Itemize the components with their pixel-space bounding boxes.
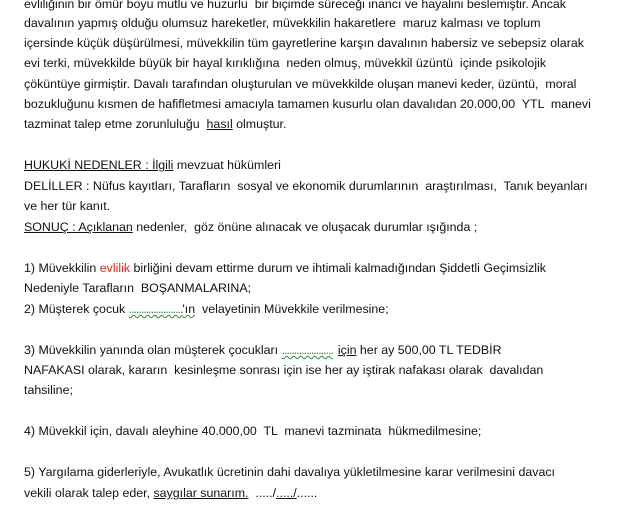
conclusion-label: SONUÇ : Açıklanan bbox=[24, 220, 133, 234]
paragraph1-line2: davalının yapmış olduğu olumsuz hareketler, müvekkilin hakaretlere maruz kalması ve toplum bbox=[24, 16, 541, 30]
paragraph1-line3: içersinde küçük düşürülmesi, müvekkilin tüm gayretlerine karşın davalının habersiz ve sebepsiz olarak bbox=[24, 36, 584, 50]
conclusion-rest: nedenler, göz önüne alınacak ve oluşacak durumlar ışığında ; bbox=[132, 220, 478, 234]
legal-grounds-separator: : bbox=[141, 158, 153, 172]
paragraph1-end: olmuştur. bbox=[232, 117, 287, 131]
item3-line2: NAFAKASI olarak, kararın kesinleşme sonrası için ise her ay iştirak nafakası olarak davalıdan bbox=[24, 363, 544, 377]
item3-dots: ..................... bbox=[281, 343, 333, 357]
hasil-word: hasıl bbox=[206, 117, 233, 131]
paragraph1-line7 bbox=[24, 117, 286, 132]
item5-regards: saygılar sunarım. bbox=[153, 486, 249, 500]
paragraph1-line1: evliliğinin bir ömür boyu mutlu ve huzurlu bir biçimde süreceği inancı ve hayalini beslemiştir. Ancak bbox=[24, 0, 566, 11]
item5-line1: 5) Yargılama giderleriyle, Avukatlık ücretinin dahi davalıya yükletilmesine karar verilmesini davacı bbox=[24, 465, 555, 479]
item1-line2: Nedeniyle Tarafların BOŞANMALARINA; bbox=[24, 281, 252, 295]
item1-text-a: 1) Müvekkilin bbox=[24, 261, 100, 275]
item1-line1 bbox=[24, 261, 546, 276]
item5-date-c: ...... bbox=[296, 486, 318, 500]
item4: 4) Müvekkil için, davalı aleyhine 40.000,00 TL manevi tazminata hükmedilmesine; bbox=[24, 424, 482, 438]
item3-line1 bbox=[24, 343, 502, 358]
legal-grounds-label: HUKUKİ NEDENLER bbox=[24, 158, 142, 172]
evidence-line1: DELİLLER : Nüfus kayıtları, Tarafların sosyal ve ekonomik durumlarının araştırılması, Tanık beyanları bbox=[24, 179, 588, 193]
item5-date-a: ...../ bbox=[248, 486, 277, 500]
conclusion bbox=[24, 220, 477, 235]
item3-line3: tahsiline; bbox=[24, 383, 73, 397]
legal-grounds-rest: mevzuat hükümleri bbox=[173, 158, 281, 172]
paragraph1-line6: bozukluğunu kısmen de hafifletmesi amacıyla tamamen kusurlu olan davalıdan 20.000,00 YTL manevi bbox=[24, 97, 591, 111]
legal-grounds bbox=[24, 158, 281, 173]
item2-suffix: 'ın bbox=[182, 302, 196, 316]
paragraph1-line5: çöküntüye girmiştir. Davalı tarafından oluşturulan ve müvekkilde oluşan manevi keder, üzüntü, moral bbox=[24, 77, 577, 91]
item5-line2 bbox=[24, 486, 317, 501]
item5-date-b: ...../ bbox=[276, 486, 297, 500]
item2-text-a: 2) Müşterek çocuk bbox=[24, 302, 129, 316]
legal-grounds-word: İlgili bbox=[152, 158, 174, 172]
item3-icin: için bbox=[337, 343, 357, 357]
item1-highlight: evlilik bbox=[99, 261, 131, 275]
item3-text-a: 3) Müvekkilin yanında olan müşterek çocukları bbox=[24, 343, 282, 357]
item1-text-c: birliğini devam ettirme durum ve ihtimali kalmadığından Şiddetli Geçimsizlik bbox=[130, 261, 546, 275]
item3-text-c: her ay 500,00 TL TEDBİR bbox=[356, 343, 502, 357]
item2 bbox=[24, 302, 389, 317]
item2-text-c: velayetinin Müvekkile verilmesine; bbox=[195, 302, 389, 316]
item2-dots: ...................... bbox=[128, 302, 183, 316]
item5-text: vekili olarak talep eder, bbox=[24, 486, 154, 500]
paragraph1-text: tazminat talep etme zorunluluğu bbox=[24, 117, 207, 131]
paragraph1-line4: evi terki, müvekkilde büyük bir hayal kırıklığına neden olmuş, müvekkil üzüntü içinde psikolojik bbox=[24, 56, 547, 70]
evidence-line2: ve her tür kanıt. bbox=[24, 199, 111, 213]
